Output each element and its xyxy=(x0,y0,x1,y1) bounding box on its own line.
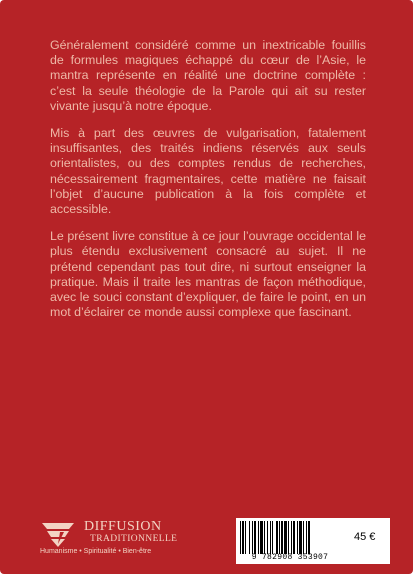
publisher-subname: TRADITIONNELLE xyxy=(90,534,178,544)
barcode-icon xyxy=(239,521,337,554)
paragraph-1: Généralement considéré comme un inextricable fouillis de formules magiques échappé du cœur de l’Asie, le mantra représente en réalité une doctrine complète : c’est la seule théologie de la Parole qui ait su rester vivante jusqu’à notre époque. xyxy=(50,38,366,113)
publisher-name: DIFFUSION xyxy=(84,519,162,534)
publisher-logo xyxy=(40,520,180,560)
barcode-panel xyxy=(236,518,390,564)
paragraph-2: Mis à part des œuvres de vulgarisation, fatalement insuffisantes, des traités indiens réservés aux seuls orientalistes, ou des comptes rendus de recherches, nécessairement fragmentaires, cette matière ne faisait l’objet d’aucune publication à la fois complète et accessible. xyxy=(50,126,366,217)
publisher-emblem-icon xyxy=(40,520,76,548)
price-label: 45 € xyxy=(354,531,376,543)
publisher-tagline: Humanisme • Spiritualité • Bien-être xyxy=(40,548,152,555)
blurb-text xyxy=(50,38,366,332)
isbn-number: 9 782908 353907 xyxy=(251,553,329,562)
paragraph-3: Le présent livre constitue à ce jour l’ouvrage occidental le plus étendu exclusivement consacré au sujet. Il ne prétend cependant pas tout dire, ni surtout enseigner la pratique. Mais il traite les mantras de façon méthodique, avec le souci constant d’expliquer, de faire le point, en un mot d’éclairer ce monde aussi complexe que fascinant. xyxy=(50,229,366,320)
